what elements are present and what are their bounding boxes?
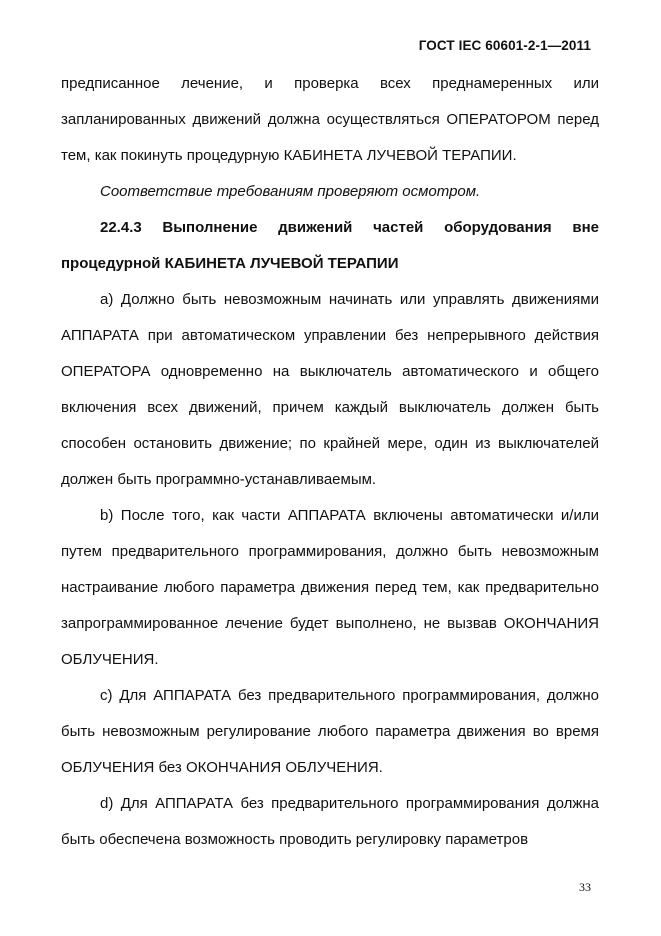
paragraph-item-c: c) Для АППАРАТА без предварительного программирования, должно быть невозможным регулирование любого параметра движения во время ОБЛУЧЕНИЯ без ОКОНЧАНИЯ ОБЛУЧЕНИЯ. xyxy=(61,687,599,776)
document-header: ГОСТ IEC 60601-2-1—2011 xyxy=(418,38,591,53)
compliance-note: Соответствие требованиям проверяют осмотром. xyxy=(100,183,481,200)
paragraph-item-d: d) Для АППАРАТА без предварительного программирования должна быть обеспечена возможность проводить регулировку параметров xyxy=(61,795,599,848)
paragraph-item-b: b) После того, как части АППАРАТА включены автоматически и/или путем предварительного программирования, должно быть невозможным настраивание любого параметра движения перед тем, как предварительно запрограммированное лечение будет выполнено, не вызвав ОКОНЧАНИЯ ОБЛУЧЕНИЯ. xyxy=(61,507,599,668)
page-body xyxy=(61,66,599,858)
paragraph-item-a: a) Должно быть невозможным начинать или управлять движениями АППАРАТА при автоматическом управлении без непрерывного действия ОПЕРАТОРА одновременно на выключатель автоматического и общего включения всех движений, причем каждый выключатель должен быть способен остановить движение; по крайней мере, один из выключателей должен быть программно-устанавливаемым. xyxy=(61,291,599,488)
section-heading-22-4-3: 22.4.3 Выполнение движений частей оборудования вне процедурной КАБИНЕТА ЛУЧЕВОЙ ТЕРАПИИ xyxy=(61,219,599,272)
paragraph-continuation: предписанное лечение, и проверка всех преднамеренных или запланированных движений должна осуществляться ОПЕРАТОРОМ перед тем, как покинуть процедурную КАБИНЕТА ЛУЧЕВОЙ ТЕРАПИИ. xyxy=(61,75,599,164)
page-number: 33 xyxy=(579,880,591,894)
